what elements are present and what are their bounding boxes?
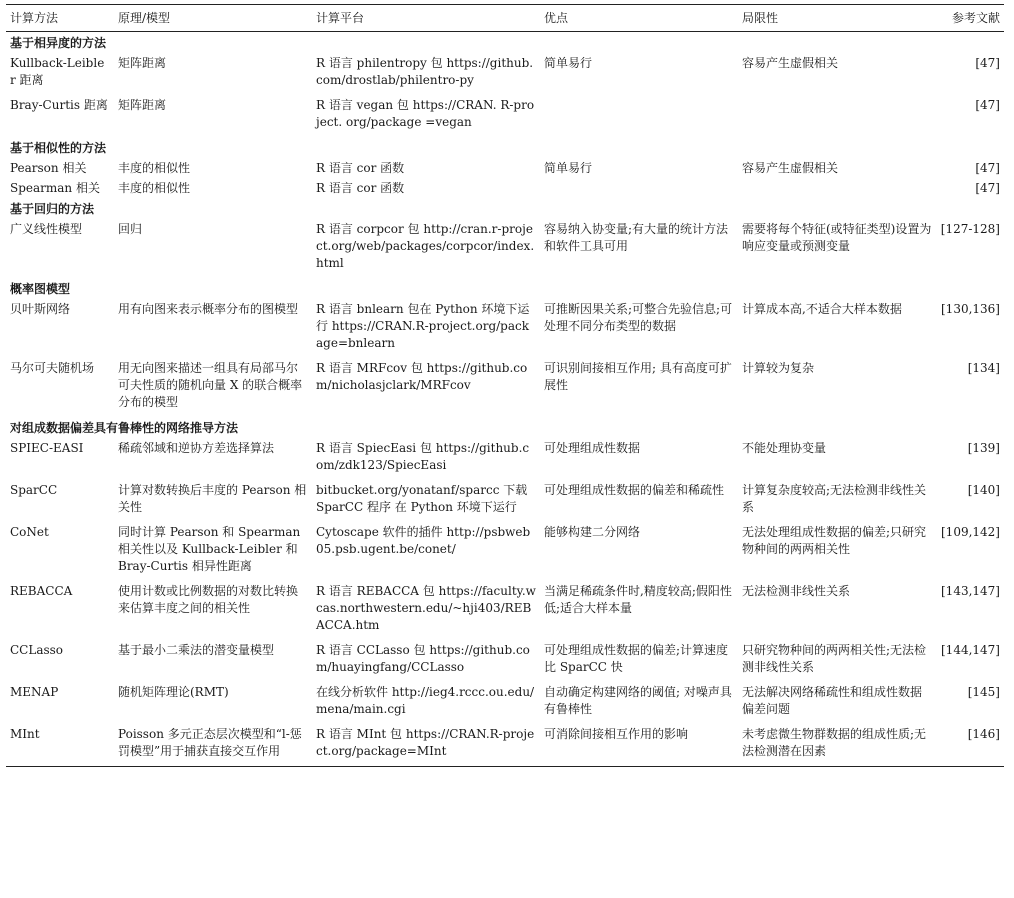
- table-row: [6, 581, 1004, 640]
- reference-cell: [47]: [975, 161, 1000, 175]
- platform-cell: R 语言 MInt 包 https://CRAN.R-project.org/package=MInt: [316, 727, 535, 758]
- method-cell: REBACCA: [10, 584, 73, 598]
- platform-cell: R 语言 corpcor 包 http://cran.r-project.org/web/packages/corpcor/index.html: [316, 222, 535, 270]
- advantages-cell: 简单易行: [544, 161, 593, 175]
- table-row: [6, 158, 1004, 178]
- reference-cell: [47]: [975, 56, 1000, 70]
- limitations-cell: 无法处理组成性数据的偏差;只研究物种间的两两相关性: [742, 525, 927, 556]
- principle-cell: 矩阵距离: [118, 56, 167, 70]
- principle-cell: 用有向图来表示概率分布的图模型: [118, 302, 299, 316]
- advantages-cell: 可消除间接相互作用的影响: [544, 727, 689, 741]
- table-row: [6, 299, 1004, 358]
- limitations-cell: 容易产生虚假相关: [742, 56, 839, 70]
- limitations-cell: 计算较为复杂: [742, 361, 815, 375]
- methods-table: [6, 4, 1004, 771]
- method-cell: Bray-Curtis 距离: [10, 98, 108, 112]
- method-cell: Kullback-Leibler 距离: [10, 56, 105, 87]
- table-row: [6, 480, 1004, 522]
- method-cell: 广义线性模型: [10, 222, 83, 236]
- method-cell: SPIEC-EASI: [10, 441, 84, 455]
- platform-cell: R 语言 CCLasso 包 https://github.com/huayingfang/CCLasso: [316, 643, 530, 674]
- platform-cell: R 语言 bnlearn 包在 Python 环境下运行 https://CRAN.R-project.org/package=bnlearn: [316, 302, 530, 350]
- method-cell: MInt: [10, 727, 40, 741]
- advantages-cell: 可处理组成性数据的偏差和稀疏性: [544, 483, 725, 497]
- table-row: [6, 53, 1004, 95]
- section-header-row: [6, 137, 1004, 158]
- platform-cell: Cytoscape 软件的插件 http://psbweb05.psb.ugent.be/conet/: [316, 525, 531, 556]
- advantages-cell: 自动确定构建网络的阈值; 对噪声具有鲁棒性: [544, 685, 732, 716]
- platform-cell: R 语言 cor 函数: [316, 161, 405, 175]
- table-row: [6, 682, 1004, 724]
- principle-cell: 随机矩阵理论(RMT): [118, 685, 229, 699]
- section-header-row: [6, 417, 1004, 438]
- header-advantages: 优点: [540, 5, 738, 32]
- limitations-cell: 无法解决网络稀疏性和组成性数据偏差问题: [742, 685, 923, 716]
- table-row: [6, 95, 1004, 137]
- advantages-cell: [540, 95, 738, 137]
- header-principle: 原理/模型: [114, 5, 312, 32]
- method-cell: CCLasso: [10, 643, 64, 657]
- reference-cell: [130,136]: [941, 302, 1000, 316]
- limitations-cell: 未考虑微生物群数据的组成性质;无法检测潜在因素: [742, 727, 927, 758]
- advantages-cell: 可识别间接相互作用; 具有高度可扩展性: [544, 361, 732, 392]
- reference-cell: [144,147]: [941, 643, 1000, 657]
- table-row: [6, 438, 1004, 480]
- header-row: [6, 5, 1004, 32]
- table-row: [6, 640, 1004, 682]
- principle-cell: 使用计数或比例数据的对数比转换来估算丰度之间的相关性: [118, 584, 299, 615]
- limitations-cell: 只研究物种间的两两相关性;无法检测非线性关系: [742, 643, 927, 674]
- limitations-cell: 计算复杂度较高;无法检测非线性关系: [742, 483, 927, 514]
- reference-cell: [145]: [967, 685, 1000, 699]
- advantages-cell: 容易纳入协变量;有大量的统计方法和软件工具可用: [544, 222, 729, 253]
- platform-cell: R 语言 vegan 包 https://CRAN. R-project. org/package =vegan: [316, 98, 535, 129]
- reference-cell: [47]: [975, 181, 1000, 195]
- header-references: 参考文献: [936, 5, 1004, 32]
- table-row: [6, 219, 1004, 278]
- advantages-cell: 可推断因果关系;可整合先验信息;可处理不同分布类型的数据: [544, 302, 733, 333]
- limitations-cell: 无法检测非线性关系: [742, 584, 851, 598]
- header-platform: 计算平台: [312, 5, 540, 32]
- principle-cell: 稀疏邻域和逆协方差选择算法: [118, 441, 275, 455]
- platform-cell: R 语言 SpiecEasi 包 https://github.com/zdk123/SpiecEasi: [316, 441, 530, 472]
- principle-cell: 矩阵距离: [118, 98, 167, 112]
- method-cell: SparCC: [10, 483, 58, 497]
- principle-cell: 丰度的相似性: [118, 161, 191, 175]
- limitations-cell: [738, 95, 936, 137]
- advantages-cell: 能够构建二分网络: [544, 525, 641, 539]
- platform-cell: R 语言 REBACCA 包 https://faculty.wcas.northwestern.edu/~hji403/REBACCA.htm: [316, 584, 536, 632]
- section-title: 对组成数据偏差具有鲁棒性的网络推导方法: [10, 421, 239, 435]
- section-title: 基于相异度的方法: [10, 36, 107, 50]
- advantages-cell: 可处理组成性数据: [544, 441, 641, 455]
- platform-cell: bitbucket.org/yonatanf/sparcc 下载 SparCC 程序 在 Python 环境下运行: [316, 483, 528, 514]
- header-method: 计算方法: [6, 5, 114, 32]
- platform-cell: R 语言 MRFcov 包 https://github.com/nicholasjclark/MRFcov: [316, 361, 528, 392]
- table-row: [6, 178, 1004, 198]
- method-cell: Pearson 相关: [10, 161, 87, 175]
- principle-cell: 用无向图来描述一组具有局部马尔可夫性质的随机向量 X 的联合概率分布的模型: [118, 361, 303, 409]
- method-cell: MENAP: [10, 685, 59, 699]
- advantages-cell: [540, 178, 738, 198]
- reference-cell: [127-128]: [940, 222, 1000, 236]
- limitations-cell: 需要将每个特征(或特征类型)设置为响应变量或预测变量: [742, 222, 932, 253]
- method-cell: 马尔可夫随机场: [10, 361, 95, 375]
- reference-cell: [143,147]: [941, 584, 1000, 598]
- principle-cell: 回归: [118, 222, 143, 236]
- principle-cell: 同时计算 Pearson 和 Spearman 相关性以及 Kullback-Leibler 和 Bray-Curtis 相异性距离: [118, 525, 301, 573]
- advantages-cell: 当满足稀疏条件时,精度较高;假阳性低;适合大样本量: [544, 584, 732, 615]
- table-row: [6, 724, 1004, 767]
- method-cell: CoNet: [10, 525, 49, 539]
- header-limitations: 局限性: [738, 5, 936, 32]
- section-header-row: [6, 198, 1004, 219]
- limitations-cell: 计算成本高,不适合大样本数据: [742, 302, 902, 316]
- limitations-cell: 容易产生虚假相关: [742, 161, 839, 175]
- platform-cell: 在线分析软件 http://ieg4.rccc.ou.edu/mena/main.cgi: [316, 685, 535, 716]
- section-title: 基于回归的方法: [10, 202, 95, 216]
- section-header-row: [6, 278, 1004, 299]
- table-row: [6, 358, 1004, 417]
- advantages-cell: 可处理组成性数据的偏差;计算速度比 SparCC 快: [544, 643, 729, 674]
- reference-cell: [146]: [967, 727, 1000, 741]
- platform-cell: R 语言 cor 函数: [316, 181, 405, 195]
- methods-table-container: [6, 4, 1004, 771]
- limitations-cell: [738, 178, 936, 198]
- principle-cell: Poisson 多元正态层次模型和“l-惩罚模型”用于捕获直接交互作用: [118, 727, 302, 758]
- section-title: 基于相似性的方法: [10, 141, 107, 155]
- reference-cell: [109,142]: [941, 525, 1000, 539]
- principle-cell: 丰度的相似性: [118, 181, 191, 195]
- section-title: 概率图模型: [10, 282, 71, 296]
- reference-cell: [134]: [967, 361, 1000, 375]
- table-row: [6, 522, 1004, 581]
- principle-cell: 基于最小二乘法的潜变量模型: [118, 643, 275, 657]
- section-header-row: [6, 32, 1004, 54]
- method-cell: Spearman 相关: [10, 181, 100, 195]
- limitations-cell: 不能处理协变量: [742, 441, 827, 455]
- principle-cell: 计算对数转换后丰度的 Pearson 相关性: [118, 483, 307, 514]
- reference-cell: [139]: [967, 441, 1000, 455]
- reference-cell: [47]: [975, 98, 1000, 112]
- reference-cell: [140]: [967, 483, 1000, 497]
- table-bottom-rule: [6, 767, 1004, 772]
- platform-cell: R 语言 philentropy 包 https://github. com/drostlab/philentro-py: [316, 56, 534, 87]
- advantages-cell: 简单易行: [544, 56, 593, 70]
- method-cell: 贝叶斯网络: [10, 302, 71, 316]
